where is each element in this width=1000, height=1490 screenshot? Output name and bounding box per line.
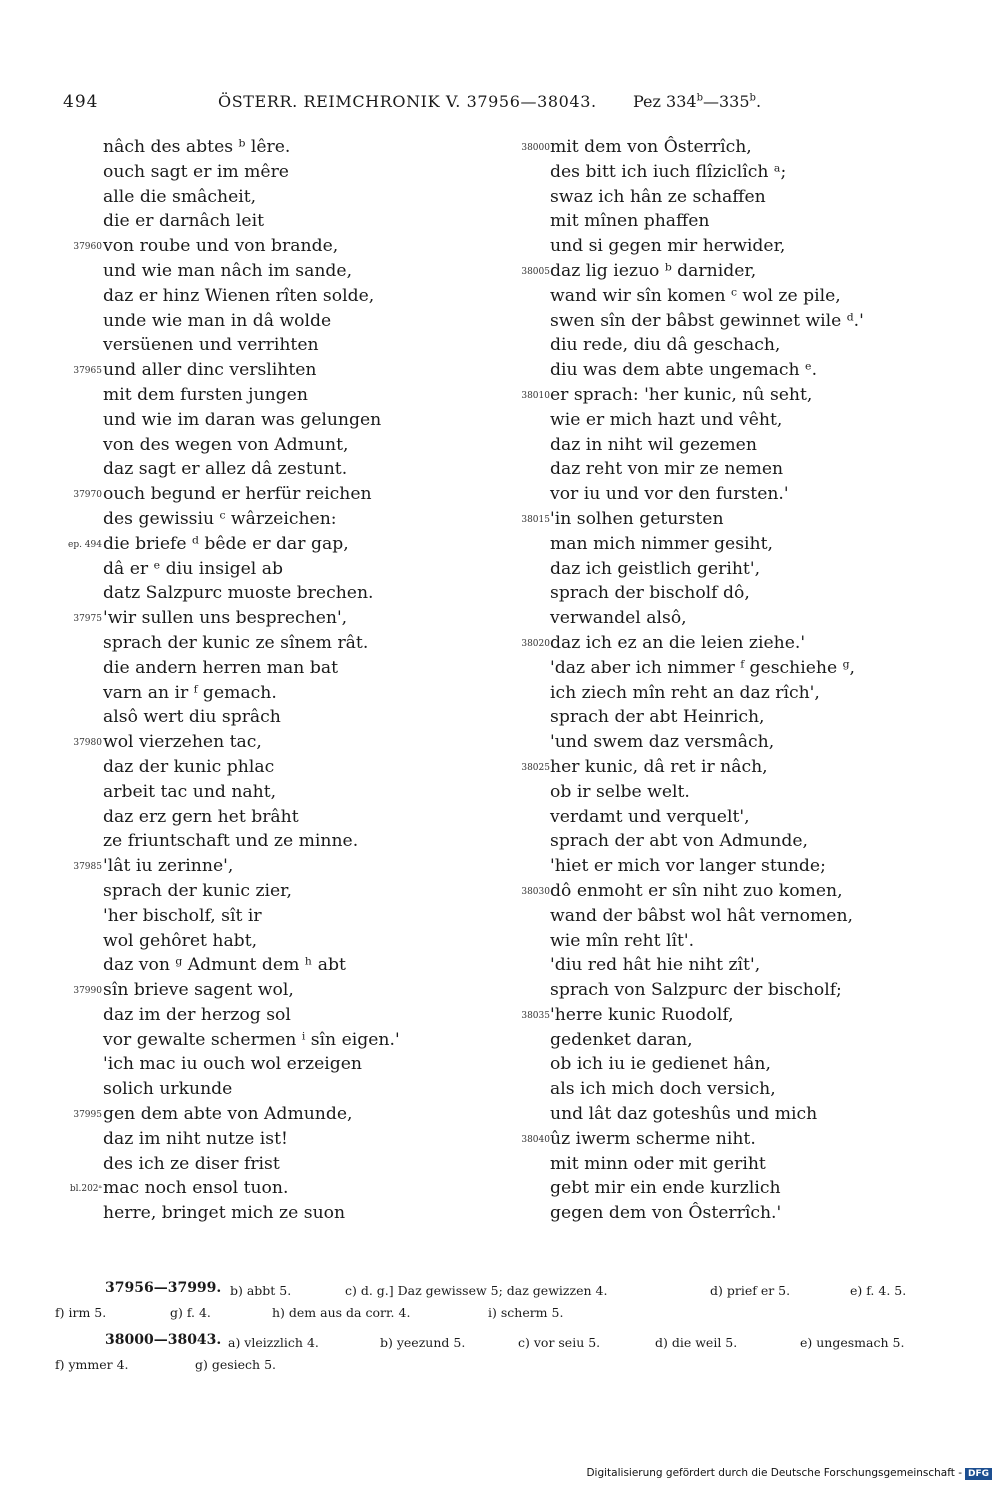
verse-text: mit dem von Ôsterrîch, bbox=[550, 137, 752, 157]
verse-text: sprach von Salzpurc der bischolf; bbox=[550, 980, 842, 1001]
footnote: g) gesiech 5. bbox=[195, 1357, 277, 1372]
verse-line bbox=[500, 284, 970, 309]
verse-line bbox=[500, 805, 970, 830]
verse-line bbox=[500, 532, 970, 557]
verse-line bbox=[30, 755, 500, 780]
verse-line bbox=[30, 780, 500, 805]
verse-text: wie mîn reht lît'. bbox=[550, 930, 695, 951]
verse-line bbox=[30, 1152, 500, 1177]
verse-line bbox=[30, 408, 500, 433]
verse-text: die er darnâch leit bbox=[103, 211, 264, 232]
verse-text: daz reht von mir ze nemen bbox=[550, 459, 784, 480]
verse-text: verdamt und verquelt', bbox=[550, 806, 750, 827]
verse-line bbox=[500, 209, 970, 234]
verse-text: sprach der abt Heinrich, bbox=[550, 707, 765, 728]
verse-line bbox=[30, 433, 500, 458]
verse-text: er sprach: 'her kunic, nû seht, bbox=[550, 384, 813, 405]
verse-line bbox=[500, 457, 970, 482]
verse-text: gebt mir ein ende kurzlich bbox=[550, 1178, 781, 1199]
dfg-logo: DFG bbox=[965, 1468, 992, 1480]
verse-line bbox=[30, 829, 500, 854]
verse-line bbox=[30, 730, 500, 755]
verse-text: versüenen und verrihten bbox=[103, 335, 319, 356]
verse-text: 'und swem daz versmâch, bbox=[550, 732, 775, 753]
verse-line bbox=[30, 681, 500, 706]
verse-text: mac noch ensol tuon. bbox=[103, 1178, 289, 1199]
verse-line bbox=[500, 929, 970, 954]
verse-text: alsô wert diu sprâch bbox=[103, 707, 281, 728]
verse-text: alle die smâcheit, bbox=[103, 186, 257, 207]
verse-line bbox=[30, 309, 500, 334]
verse-line bbox=[30, 557, 500, 582]
verse-text: und wie im daran was gelungen bbox=[103, 409, 382, 430]
verse-line bbox=[500, 333, 970, 358]
verse-text: 'herre kunic Ruodolf, bbox=[550, 1004, 734, 1025]
digitization-credit bbox=[586, 1467, 992, 1480]
verse-text: daz im niht nutze ist! bbox=[103, 1128, 288, 1149]
verse-text: daz erz gern het brâht bbox=[103, 806, 299, 827]
verse-line bbox=[500, 160, 970, 185]
verse-number: 38010 bbox=[521, 390, 550, 401]
verse-line bbox=[500, 1127, 970, 1152]
verse-text: 'in solhen getursten bbox=[550, 508, 724, 529]
verse-text: und wie man nâch im sande, bbox=[103, 260, 353, 281]
verse-text: 'ich mac iu ouch wol erzeigen bbox=[103, 1054, 362, 1075]
footnote: b) yeezund 5. bbox=[380, 1335, 466, 1350]
verse-number: 38030 bbox=[521, 886, 550, 897]
page-number: 494 bbox=[63, 92, 99, 112]
verse-line bbox=[30, 383, 500, 408]
footnote: c) vor seiu 5. bbox=[518, 1335, 601, 1350]
verse-line bbox=[30, 160, 500, 185]
footnote: c) d. g.] Daz gewissew 5; daz gewizzen 4. bbox=[345, 1283, 608, 1298]
footnote: d) prief er 5. bbox=[710, 1283, 791, 1298]
verse-text: varn an ir ᶠ gemach. bbox=[103, 682, 277, 703]
verse-text: des gewissiu ᶜ wârzeichen: bbox=[103, 508, 337, 529]
verse-line bbox=[500, 606, 970, 631]
footnote: f) ymmer 4. bbox=[55, 1357, 129, 1372]
verse-text: gedenket daran, bbox=[550, 1029, 693, 1050]
verse-line bbox=[500, 1077, 970, 1102]
verse-line bbox=[30, 1127, 500, 1152]
verse-text: daz ich ez an die leien ziehe.' bbox=[550, 632, 806, 653]
verse-number: 38040 bbox=[521, 1134, 550, 1145]
verse-line bbox=[30, 1201, 500, 1226]
verse-line bbox=[500, 631, 970, 656]
footnote: i) scherm 5. bbox=[488, 1305, 564, 1320]
verse-text: und aller dinc verslihten bbox=[103, 360, 317, 381]
verse-text: sprach der kunic ze sînem rât. bbox=[103, 632, 369, 653]
right-verse-column bbox=[500, 135, 970, 1226]
verse-line bbox=[500, 656, 970, 681]
verse-line bbox=[30, 1077, 500, 1102]
verse-line bbox=[30, 135, 500, 160]
verse-line bbox=[500, 135, 970, 160]
verse-number: 37960 bbox=[73, 242, 102, 253]
verse-text: sîn brieve sagent wol, bbox=[103, 980, 294, 1001]
verse-line bbox=[30, 185, 500, 210]
verse-line bbox=[500, 581, 970, 606]
verse-line bbox=[30, 457, 500, 482]
verse-number: 37995 bbox=[73, 1110, 102, 1121]
verse-text: daz von ᵍ Admunt dem ʰ abt bbox=[103, 955, 346, 976]
verse-text: man mich nimmer gesiht, bbox=[550, 533, 773, 554]
verse-text: 'hiet er mich vor langer stunde; bbox=[550, 856, 826, 877]
verse-line bbox=[30, 953, 500, 978]
verse-line bbox=[30, 234, 500, 259]
verse-text: daz im der herzog sol bbox=[103, 1004, 291, 1025]
verse-text: gen dem abte von Admunde, bbox=[103, 1104, 353, 1125]
verse-number: bl.202ᵃ bbox=[69, 1184, 102, 1195]
footnote: g) f. 4. bbox=[170, 1305, 211, 1320]
verse-number: 37975 bbox=[73, 614, 102, 625]
footnote: b) abbt 5. bbox=[230, 1283, 292, 1298]
verse-line bbox=[30, 854, 500, 879]
verse-text: diu was dem abte ungemach ᵉ. bbox=[550, 360, 818, 381]
verse-line bbox=[500, 1003, 970, 1028]
verse-number: 38035 bbox=[521, 1010, 550, 1021]
verse-line bbox=[30, 978, 500, 1003]
verse-text: sprach der bischolf dô, bbox=[550, 583, 750, 604]
verse-line bbox=[30, 805, 500, 830]
verse-line bbox=[30, 904, 500, 929]
footnote: f) irm 5. bbox=[55, 1305, 107, 1320]
verse-line bbox=[500, 482, 970, 507]
verse-text: daz ich geistlich geriht', bbox=[550, 558, 761, 579]
verse-text: vor iu und vor den fursten.' bbox=[550, 484, 789, 505]
footnote-range-1: 37956—37999. bbox=[105, 1280, 222, 1296]
verse-line bbox=[500, 507, 970, 532]
verse-line bbox=[500, 358, 970, 383]
verse-text: daz sagt er allez dâ zestunt. bbox=[103, 459, 348, 480]
footnote-range-2: 38000—38043. bbox=[105, 1332, 222, 1348]
verse-line bbox=[500, 681, 970, 706]
verse-text: die andern herren man bat bbox=[103, 657, 338, 678]
verse-line bbox=[500, 234, 970, 259]
verse-number: ep. 494 bbox=[68, 539, 102, 550]
verse-text: unde wie man in dâ wolde bbox=[103, 310, 332, 331]
left-verse-column bbox=[30, 135, 500, 1226]
footnote: h) dem aus da corr. 4. bbox=[272, 1305, 411, 1320]
verse-line bbox=[30, 1028, 500, 1053]
verse-text: herre, bringet mich ze suon bbox=[103, 1203, 346, 1224]
verse-line bbox=[500, 780, 970, 805]
verse-text: mit mînen phaffen bbox=[550, 211, 710, 232]
verse-number: 37980 bbox=[73, 738, 102, 749]
verse-text: swen sîn der bâbst gewinnet wile ᵈ.' bbox=[550, 310, 864, 331]
verse-text: ob ir selbe welt. bbox=[550, 781, 690, 802]
verse-line bbox=[500, 1176, 970, 1201]
verse-text: wol vierzehen tac, bbox=[103, 732, 262, 753]
verse-number: 38020 bbox=[521, 638, 550, 649]
verse-text: her kunic, dâ ret ir nâch, bbox=[550, 756, 768, 777]
verse-text: solich urkunde bbox=[103, 1079, 233, 1100]
verse-line bbox=[500, 730, 970, 755]
verse-number: 37970 bbox=[73, 490, 102, 501]
verse-text: ze friuntschaft und ze minne. bbox=[103, 831, 359, 852]
verse-line bbox=[30, 259, 500, 284]
verse-line bbox=[30, 507, 500, 532]
verse-line bbox=[500, 185, 970, 210]
running-header bbox=[0, 92, 1000, 116]
verse-text: daz er hinz Wienen rîten solde, bbox=[103, 285, 375, 306]
verse-number: 37965 bbox=[73, 366, 102, 377]
verse-line bbox=[500, 433, 970, 458]
verse-text: 'wir sullen uns besprechen', bbox=[103, 608, 348, 629]
verse-text: ob ich iu ie gedienet hân, bbox=[550, 1054, 771, 1075]
verse-text: von des wegen von Admunt, bbox=[103, 434, 349, 455]
verse-text: wand wir sîn komen ᶜ wol ze pile, bbox=[550, 285, 841, 306]
verse-text: ouch begund er herfür reichen bbox=[103, 484, 372, 505]
verse-text: als ich mich doch versich, bbox=[550, 1079, 776, 1100]
verse-line bbox=[30, 581, 500, 606]
verse-line bbox=[500, 879, 970, 904]
verse-line bbox=[500, 1052, 970, 1077]
verse-text: und si gegen mir herwider, bbox=[550, 236, 786, 257]
verse-text: wol gehôret habt, bbox=[103, 930, 258, 951]
verse-line bbox=[30, 606, 500, 631]
verse-line bbox=[500, 829, 970, 854]
verse-text: 'lât iu zerinne', bbox=[103, 856, 234, 877]
verse-line bbox=[500, 705, 970, 730]
verse-text: nâch des abtes ᵇ lêre. bbox=[103, 137, 291, 157]
verse-text: dâ er ᵉ diu insigel ab bbox=[103, 558, 283, 579]
verse-line bbox=[500, 1028, 970, 1053]
verse-line bbox=[30, 929, 500, 954]
verse-text: mit minn oder mit geriht bbox=[550, 1153, 766, 1174]
running-title: ÖSTERR. REIMCHRONIK V. 37956—38043. bbox=[218, 92, 597, 111]
verse-line bbox=[30, 333, 500, 358]
verse-line bbox=[30, 358, 500, 383]
verse-number: 38025 bbox=[521, 762, 550, 773]
verse-text: wand der bâbst wol hât vernomen, bbox=[550, 905, 854, 926]
verse-text: die briefe ᵈ bêde er dar gap, bbox=[103, 533, 349, 554]
verse-text: 'diu red hât hie niht zît', bbox=[550, 955, 761, 976]
verse-text: ich ziech mîn reht an daz rîch', bbox=[550, 682, 820, 703]
verse-line bbox=[500, 383, 970, 408]
verse-text: des bitt ich iuch flîziclîch ᵃ; bbox=[550, 161, 787, 182]
verse-number: 38000 bbox=[521, 143, 550, 153]
verse-number: 37985 bbox=[73, 862, 102, 873]
verse-line bbox=[500, 1102, 970, 1127]
verse-line bbox=[30, 1102, 500, 1127]
verse-number: 38015 bbox=[521, 514, 550, 525]
verse-line bbox=[30, 631, 500, 656]
verse-line bbox=[30, 879, 500, 904]
verse-text: sprach der abt von Admunde, bbox=[550, 831, 808, 852]
verse-text: 'daz aber ich nimmer ᶠ geschiehe ᵍ, bbox=[550, 657, 855, 678]
verse-text: ouch sagt er im mêre bbox=[103, 161, 289, 182]
verse-text: 'her bischolf, sît ir bbox=[103, 905, 262, 926]
verse-text: verwandel alsô, bbox=[550, 608, 687, 629]
verse-line bbox=[30, 482, 500, 507]
verse-text: daz der kunic phlac bbox=[103, 756, 275, 777]
footnote: a) vleizzlich 4. bbox=[228, 1335, 319, 1350]
credit-text: Digitalisierung gefördert durch die Deutsche Forschungsgemeinschaft - bbox=[586, 1467, 962, 1479]
verse-text: daz lig iezuo ᵇ darnider, bbox=[550, 260, 757, 281]
footnote: e) ungesmach 5. bbox=[800, 1335, 905, 1350]
verse-line bbox=[500, 557, 970, 582]
verse-number: 38005 bbox=[521, 266, 550, 277]
verse-line bbox=[500, 953, 970, 978]
verse-text: swaz ich hân ze schaffen bbox=[550, 186, 766, 207]
verse-number: 37990 bbox=[73, 986, 102, 997]
footnote: e) f. 4. 5. bbox=[850, 1283, 907, 1298]
verse-text: und lât daz goteshûs und mich bbox=[550, 1104, 818, 1125]
verse-line bbox=[30, 1052, 500, 1077]
verse-line bbox=[30, 532, 500, 557]
verse-text: vor gewalte schermen ⁱ sîn eigen.' bbox=[103, 1029, 400, 1050]
pez-reference: Pez 334$^b$—335$^b$. bbox=[633, 92, 762, 111]
verse-text: wie er mich hazt und vêht, bbox=[550, 409, 783, 430]
verse-text: ûz iwerm scherme niht. bbox=[550, 1128, 756, 1149]
verse-line bbox=[500, 854, 970, 879]
verse-text: datz Salzpurc muoste brechen. bbox=[103, 583, 374, 604]
verse-text: von roube und von brande, bbox=[103, 236, 339, 257]
verse-line bbox=[30, 656, 500, 681]
verse-line bbox=[30, 284, 500, 309]
verse-text: dô enmoht er sîn niht zuo komen, bbox=[550, 880, 843, 901]
verse-line bbox=[500, 309, 970, 334]
verse-line bbox=[500, 978, 970, 1003]
verse-text: diu rede, diu dâ geschach, bbox=[550, 335, 781, 356]
verse-line bbox=[500, 1201, 970, 1226]
verse-line bbox=[500, 1152, 970, 1177]
verse-line bbox=[30, 1003, 500, 1028]
verse-line bbox=[500, 408, 970, 433]
verse-text: mit dem fursten jungen bbox=[103, 384, 308, 405]
verse-line bbox=[30, 209, 500, 234]
verse-text: des ich ze diser frist bbox=[103, 1153, 280, 1174]
verse-text: arbeit tac und naht, bbox=[103, 781, 277, 802]
verse-line bbox=[500, 904, 970, 929]
verse-text: sprach der kunic zier, bbox=[103, 880, 292, 901]
verse-line bbox=[500, 259, 970, 284]
verse-text: gegen dem von Ôsterrîch.' bbox=[550, 1203, 782, 1224]
verse-line bbox=[500, 755, 970, 780]
footnote: d) die weil 5. bbox=[655, 1335, 738, 1350]
verse-line bbox=[30, 705, 500, 730]
verse-line bbox=[30, 1176, 500, 1201]
verse-text: daz in niht wil gezemen bbox=[550, 434, 757, 455]
